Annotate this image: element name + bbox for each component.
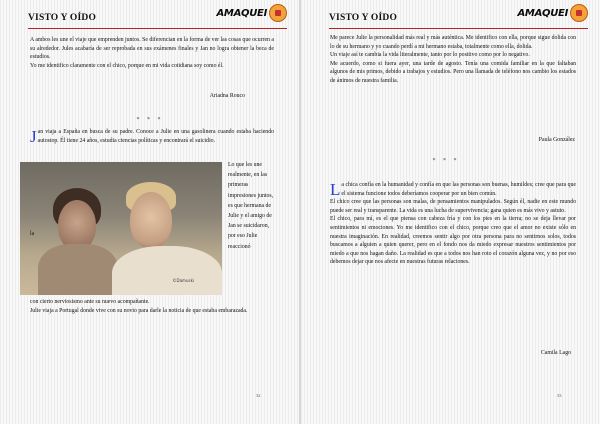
left-page bbox=[0, 0, 299, 424]
drop-cap: L bbox=[330, 180, 341, 199]
side-word: la bbox=[30, 231, 35, 237]
film-still-photo bbox=[20, 162, 222, 295]
logo-badge-icon bbox=[269, 4, 287, 22]
man-face bbox=[130, 192, 172, 248]
paragraph: El chico, para mí, es el que piensa con cabeza fría y con los pies en la tierra; no se deja llevar por sentimientos ni emociones. Yo me identifico con el chico, porque creo que el amor no existe sólo en nuestra imaginación. En realidad, creemos sentir algo por otra persona para no sentirnos solos, todos buscamos a alguien a quien querer, pero en el fondo nos da miedo expresar nuestros sentimientos por miedo a que nos hagan daño. La realidad es que a todos nos han roto el corazón alguna vez, y no por eso debemos dejar que nos afecte en nuestras futuras relaciones. bbox=[330, 216, 576, 266]
section-title: VISTO Y OÍDO bbox=[28, 13, 97, 23]
magazine-logo: AMAQUEI bbox=[216, 8, 267, 19]
side-column-text: Lo que les une realmente, en las primeras impresiones juntos, es que hermana de Julie y el amigo de Jan se suicidaron, por eso Julie reaccionó bbox=[228, 162, 274, 250]
drop-cap: J bbox=[30, 127, 37, 146]
paragraph: Julie viaja a Portugal donde vive con su novio para darle la noticia de que estaba embarazada. bbox=[30, 307, 248, 314]
photo-credit: ©Damuski bbox=[172, 278, 194, 283]
section-separator: * * * bbox=[432, 158, 460, 164]
page-number: 32 bbox=[256, 393, 261, 398]
man-body bbox=[112, 246, 222, 295]
paragraph: Me acuerdo, como si fuera ayer, una tarde de agosto. Tenía una comida familiar en la que faltaban algunos de mis primos, debido a trabajos y estudios. Pero una llamada de teléfono nos cambio los estados de ánimos de nuestra familia. bbox=[330, 60, 576, 84]
page-header bbox=[329, 10, 588, 29]
author-signature: Paula González bbox=[538, 137, 575, 143]
author-signature: Camila Lago bbox=[540, 350, 571, 356]
right-page bbox=[301, 0, 600, 424]
paragraph: El chico cree que las personas son malas, de pensamientos manipulados. Según él, nadie en este mundo puede ser real y transparente. La vida es una lucha de supervivencia; gana quien es más vivo y astuto. bbox=[330, 199, 576, 214]
page-header bbox=[28, 10, 287, 29]
review-text-2 bbox=[30, 128, 274, 145]
paragraph: an viaja a España en busca de su padre. Conoce a Julie en una gasolinera cuando estaba haciendo autostop. Él tiene 24 años, estudia ciencias políticas y encontrará el suicidio. bbox=[37, 129, 274, 144]
review-text-1 bbox=[330, 34, 576, 86]
logo-badge-icon bbox=[570, 4, 588, 22]
page-number: 33 bbox=[557, 393, 562, 398]
section-separator: * * * bbox=[136, 117, 164, 123]
author-signature: Ariadna Rouco bbox=[209, 93, 245, 99]
section-title: VISTO Y OÍDO bbox=[329, 13, 398, 23]
review-text-3 bbox=[30, 298, 274, 315]
paragraph: Un viaje así te cambia la vida literalmente, tanto por lo positivo como por lo negativo. bbox=[330, 52, 530, 59]
magazine-logo: AMAQUEI bbox=[517, 8, 568, 19]
woman-body bbox=[38, 244, 118, 295]
paragraph: Me parece Julie la personalidad más real y más auténtica. Me identifico con ella, porque sigue dolida con lo de su hermano y yo cuando perdí a mi hermano estaba, totalmente como ella, dolida. bbox=[330, 35, 576, 50]
review-text-2 bbox=[330, 181, 576, 267]
review-text-1 bbox=[30, 36, 274, 70]
paragraph: Yo me identifico claramente con el chico, porque en mi vida cotidiana soy como él. bbox=[30, 62, 224, 69]
paragraph: a chica confía en la humanidad y confía en que las personas son buenas, humildes; cree que para que el sistema funcione todos deberíamos cooperar por un bien común. bbox=[341, 182, 576, 197]
paragraph: A ambos les une el viaje que emprenden juntos. Se diferencian en la forma de ver las cosas que ocurren a su alrededor. Jules acabaría de ser reprobada en sus exámenes finales y Jan no logra obtener la beca de estudios. bbox=[30, 37, 274, 61]
paragraph: con cierto nerviosismo ante su nuevo acompañante. bbox=[30, 299, 150, 305]
woman-face bbox=[58, 200, 96, 250]
